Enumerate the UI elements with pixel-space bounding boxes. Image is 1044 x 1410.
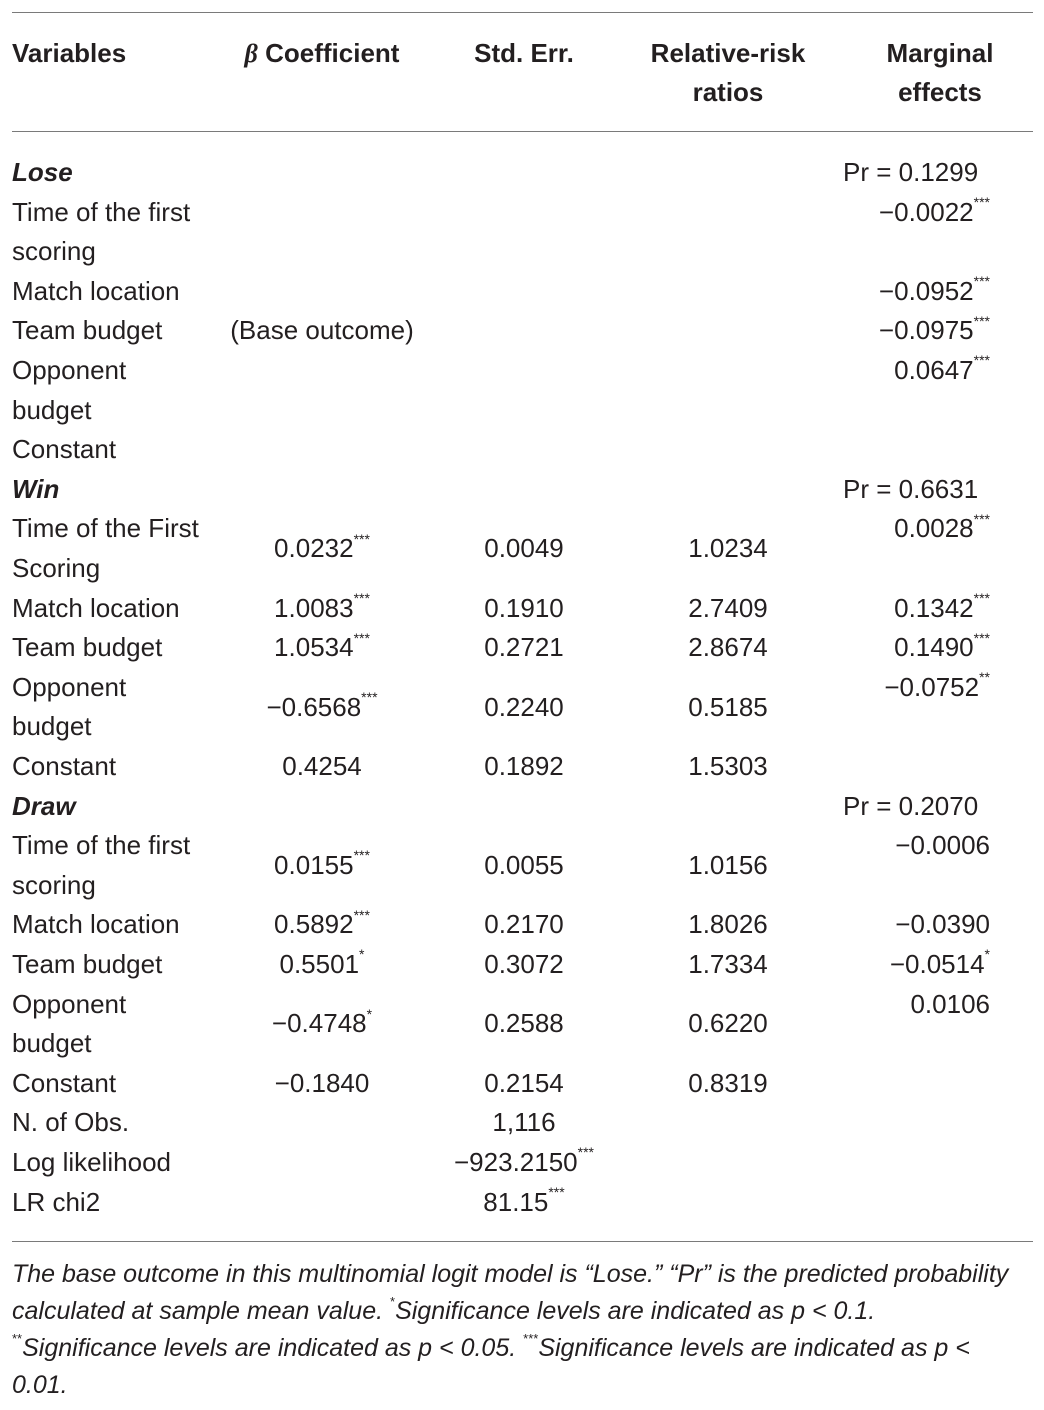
sig1-text: Significance levels are indicated as p < 0.1. (395, 1297, 876, 1325)
std-err-value (424, 905, 624, 945)
coefficient-value-text: −0.6568 (266, 691, 362, 722)
group-label-text: Draw (12, 790, 76, 821)
group-label-text: Win (12, 473, 60, 504)
variable-name-text: Opponent budget (12, 671, 127, 742)
std-err-value-text: 0.2588 (484, 1008, 564, 1039)
marginal-effect-value-text: −0.0952 (878, 275, 974, 306)
coefficient-value (212, 1064, 432, 1104)
marginal-effect-value-significance: *** (973, 193, 990, 210)
rrr-value (628, 688, 828, 728)
marginal-effect-value-significance: *** (973, 589, 990, 606)
marginal-effect-value (820, 826, 990, 866)
coefficient-value-text: 1.0083 (274, 592, 354, 623)
variable-name (12, 272, 212, 312)
rrr-value-text: 1.7334 (688, 949, 768, 979)
rrr-value (628, 905, 828, 945)
marginal-effect-value-significance: *** (973, 352, 990, 369)
coefficient-value (212, 589, 432, 629)
variable-name-text: Match location (12, 592, 180, 623)
coefficient-value-text: 1.0534 (274, 632, 354, 663)
variable-name (12, 351, 212, 430)
coefficient-value-significance: * (359, 946, 365, 963)
std-err-value-text: 0.0049 (484, 533, 564, 564)
rrr-value-text: 1.8026 (688, 909, 768, 940)
coefficient-value-text: 0.0232 (274, 533, 354, 564)
std-err-value (424, 1103, 624, 1143)
variable-name-text: Time of the first scoring (12, 830, 191, 900)
coefficient-value-significance: *** (353, 589, 370, 606)
sig2-mark: ** (12, 1330, 23, 1346)
variable-name-text: Opponent budget (12, 355, 127, 425)
variable-name-text: Constant (12, 751, 117, 781)
rrr-value-text: 1.0234 (688, 533, 768, 564)
variable-name (12, 905, 212, 945)
std-err-value-text: 0.2721 (484, 632, 564, 663)
marginal-effect-value (820, 628, 990, 668)
std-err-value (424, 688, 624, 728)
table-footnote (12, 1256, 1022, 1404)
rrr-value (628, 589, 828, 629)
std-err-value (424, 846, 624, 886)
coefficient-value (212, 529, 432, 569)
marginal-effect-value (820, 193, 990, 233)
variable-name (12, 311, 212, 351)
coefficient-value-text: −0.4748 (271, 1008, 367, 1039)
marginal-effect-value (820, 945, 990, 985)
coefficient-value-significance: *** (353, 847, 370, 864)
rrr-value-text: 2.8674 (688, 632, 768, 663)
variable-name-text: Log likelihood (12, 1147, 172, 1177)
variable-name-text: Team budget (12, 315, 163, 346)
variable-name (12, 1103, 212, 1143)
variable-name-text: N. of Obs. (12, 1107, 130, 1138)
variable-name (12, 430, 212, 470)
rrr-value-text: 0.5185 (688, 691, 768, 722)
std-err-value-text: 0.2170 (484, 909, 564, 940)
marginal-effect-value-text: −0.0390 (895, 909, 990, 940)
coefficient-value-text: (Base outcome) (230, 315, 414, 346)
coefficient-value (212, 311, 432, 351)
marginal-effect-value-text: 0.1342 (894, 592, 974, 623)
variable-name-text: Constant (12, 434, 117, 465)
group-label (12, 787, 212, 827)
variable-name-text: Constant (12, 1067, 117, 1098)
variable-name (12, 826, 212, 905)
std-err-value-text: 0.2154 (484, 1067, 564, 1098)
std-err-value-text: 0.1892 (484, 751, 564, 781)
header-rrr: Relative-risk ratios (650, 38, 806, 107)
variable-name-text: Opponent budget (12, 988, 127, 1059)
sig3-text: Significance levels are indicated as p < 0.01. (12, 1334, 970, 1399)
marginal-effect-value-text: 0.1490 (894, 632, 974, 663)
header-variables: Variables (12, 38, 127, 68)
rrr-value (628, 1004, 828, 1044)
variable-name (12, 985, 212, 1064)
note-part1: The base outcome in this multinomial logit model is “Lose.” “Pr” is the predicted probability calculated at sample mean value. (12, 1260, 1009, 1325)
coefficient-value-significance: *** (353, 629, 370, 646)
coefficient-value-text: −0.1840 (274, 1067, 370, 1098)
marginal-effect-value-text: −0.0514 (889, 949, 985, 979)
marginal-effect-value (843, 470, 978, 510)
marginal-effect-value (820, 311, 990, 351)
std-err-value (424, 628, 624, 668)
std-err-value (424, 529, 624, 569)
marginal-effect-value-text: −0.0752 (884, 671, 980, 702)
group-label-text: Lose (12, 157, 73, 187)
marginal-effect-value (820, 668, 990, 708)
std-err-value-text: 81.15 (483, 1186, 549, 1217)
top-rule (12, 12, 1033, 13)
rrr-value (628, 1064, 828, 1104)
variable-name (12, 193, 212, 272)
header-std-err: Std. Err. (474, 38, 574, 68)
variable-name (12, 945, 212, 985)
rrr-value (628, 945, 828, 985)
marginal-effect-value-text: −0.0975 (878, 315, 974, 346)
coefficient-value-significance: *** (353, 530, 370, 547)
coefficient-value-text: 0.4254 (282, 751, 362, 781)
coefficient-value (212, 688, 432, 728)
marginal-effect-value-significance: * (984, 946, 990, 963)
marginal-effect-value-text: 0.0647 (894, 355, 974, 385)
marginal-effect-value (820, 272, 990, 312)
marginal-effect-value-significance: *** (973, 312, 990, 329)
coefficient-value-text: 0.5892 (274, 909, 354, 940)
coefficient-value (212, 628, 432, 668)
marginal-effect-value (820, 905, 990, 945)
coefficient-label: Coefficient (265, 38, 400, 68)
rrr-value-text: 2.7409 (688, 592, 768, 623)
rrr-value (628, 529, 828, 569)
rrr-value (628, 628, 828, 668)
marginal-effect-value-text: Pr = 0.6631 (843, 473, 979, 504)
marginal-effect-value (820, 351, 990, 391)
coefficient-value (212, 747, 432, 787)
coefficient-value-significance: *** (353, 906, 370, 923)
variable-name (12, 668, 212, 747)
variable-name (12, 509, 212, 588)
variable-name (12, 1143, 212, 1183)
coefficient-value-text: 0.5501 (279, 949, 360, 979)
std-err-value (424, 589, 624, 629)
rrr-value (628, 747, 828, 787)
variable-name-text: Time of the First Scoring (12, 513, 199, 583)
marginal-effect-value (820, 985, 990, 1025)
variable-name (12, 628, 212, 668)
marginal-effect-value (820, 509, 990, 549)
rrr-value-text: 1.5303 (688, 751, 768, 781)
variable-name (12, 1183, 212, 1223)
std-err-value (424, 1143, 624, 1183)
header-marginal: Marginal effects (886, 38, 994, 107)
variable-name-text: LR chi2 (12, 1186, 101, 1217)
coefficient-value-text: 0.0155 (274, 850, 354, 880)
variable-name-text: Team budget (12, 949, 163, 979)
std-err-value-significance: *** (548, 1183, 565, 1200)
sig3-mark: *** (523, 1330, 539, 1346)
std-err-value (424, 1183, 624, 1223)
std-err-value (424, 1004, 624, 1044)
variable-name-text: Time of the first scoring (12, 196, 191, 267)
rrr-value-text: 0.8319 (688, 1067, 768, 1098)
variable-name-text: Team budget (12, 632, 163, 663)
rrr-value-text: 0.6220 (688, 1008, 768, 1039)
std-err-value-significance: *** (577, 1144, 594, 1161)
std-err-value (424, 747, 624, 787)
std-err-value-text: 0.0055 (484, 850, 564, 880)
coefficient-value (212, 945, 432, 985)
variable-name (12, 1064, 212, 1104)
header-rule (12, 131, 1033, 132)
std-err-value-text: −923.2150 (454, 1147, 578, 1177)
marginal-effect-value (820, 589, 990, 629)
rrr-value-text: 1.0156 (688, 850, 768, 880)
marginal-effect-value-text: 0.0106 (910, 988, 990, 1019)
coefficient-value (212, 905, 432, 945)
std-err-value (424, 1064, 624, 1104)
beta-symbol: β (244, 39, 258, 68)
marginal-effect-value-significance: *** (973, 273, 990, 290)
rrr-value (628, 846, 828, 886)
marginal-effect-value-text: 0.0028 (894, 513, 974, 544)
marginal-effect-value-text: Pr = 0.1299 (843, 157, 979, 187)
std-err-value-text: 0.1910 (484, 592, 564, 623)
marginal-effect-value-text: Pr = 0.2070 (843, 790, 979, 821)
coefficient-value-significance: * (366, 1005, 373, 1022)
std-err-value-text: 0.3072 (484, 949, 564, 979)
coefficient-value-significance: *** (361, 688, 378, 705)
sig1-mark: * (390, 1293, 396, 1309)
coefficient-value (212, 846, 432, 886)
bottom-rule (12, 1241, 1033, 1242)
variable-name-text: Match location (12, 275, 180, 306)
marginal-effect-value-significance: ** (979, 669, 990, 686)
variable-name (12, 747, 212, 787)
coefficient-value (212, 1004, 432, 1044)
variable-name-text: Match location (12, 909, 180, 940)
marginal-effect-value (843, 153, 978, 193)
marginal-effect-value-significance: *** (973, 629, 990, 646)
marginal-effect-value-significance: *** (973, 510, 990, 527)
std-err-value (424, 945, 624, 985)
group-label (12, 470, 212, 510)
marginal-effect-value-text: −0.0022 (878, 196, 974, 227)
marginal-effect-value (843, 787, 978, 827)
header-coefficient (212, 34, 432, 73)
sig2-text: Significance levels are indicated as p < 0.05. (22, 1334, 524, 1362)
variable-name (12, 589, 212, 629)
std-err-value-text: 1,116 (492, 1107, 556, 1138)
group-label (12, 153, 212, 193)
marginal-effect-value-text: −0.0006 (895, 830, 990, 861)
std-err-value-text: 0.2240 (484, 691, 564, 722)
